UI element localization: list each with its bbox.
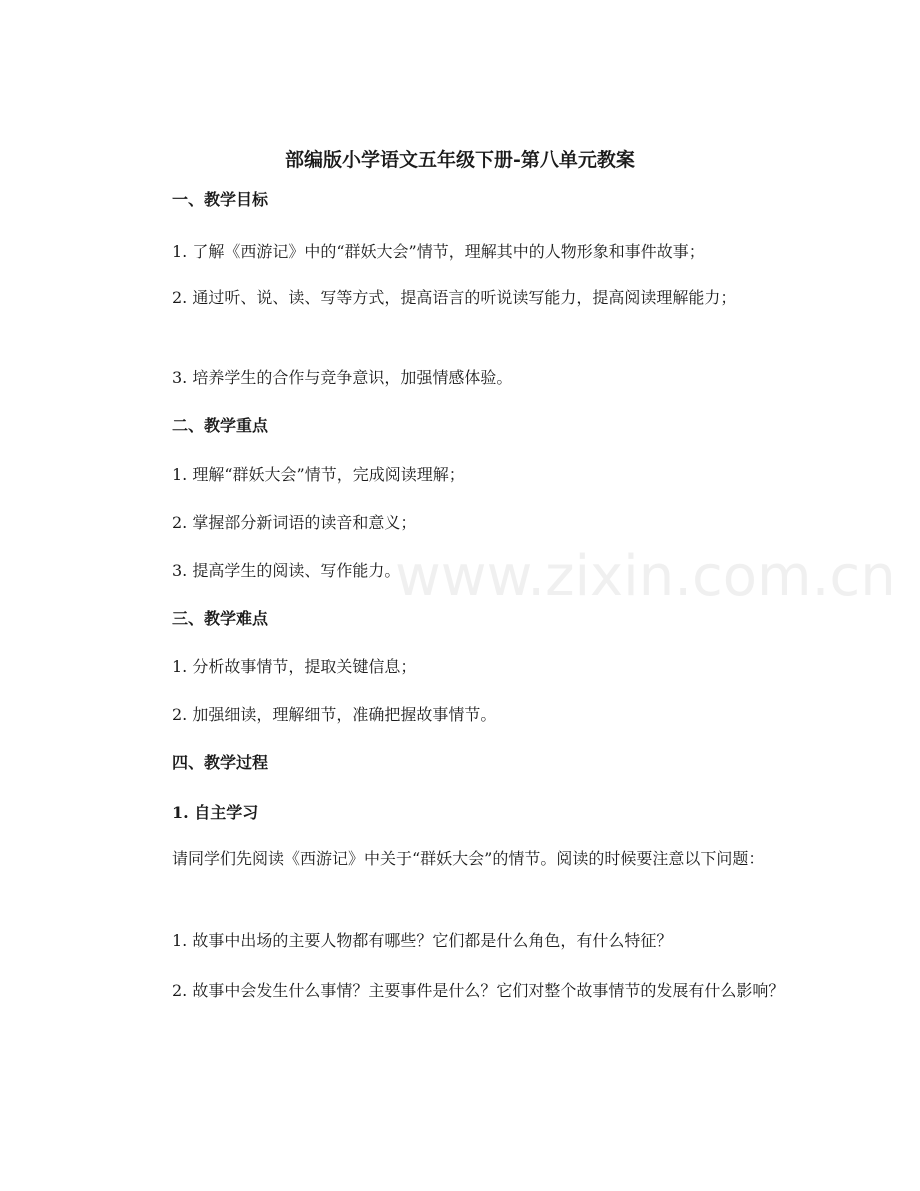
key-point-item-3: 3. 提高学生的阅读、写作能力。	[172, 561, 401, 580]
process-intro-paragraph: 请同学们先阅读《西游记》中关于“群妖大会”的情节。阅读的时候要注意以下问题：	[172, 849, 765, 868]
section-heading-key-points: 二、教学重点	[172, 416, 269, 435]
process-question-1: 1. 故事中出场的主要人物都有哪些？它们都是什么角色，有什么特征？	[172, 931, 673, 950]
section-heading-difficulties: 三、教学难点	[172, 609, 269, 628]
section-heading-process: 四、教学过程	[172, 753, 269, 772]
difficulty-item-1: 1. 分析故事情节，提取关键信息；	[172, 657, 417, 676]
goal-item-3: 3. 培养学生的合作与竞争意识，加强情感体验。	[172, 368, 513, 387]
difficulty-item-2: 2. 加强细读，理解细节，准确把握故事情节。	[172, 705, 497, 724]
goal-item-2: 2. 通过听、说、读、写等方式，提高语言的听说读写能力，提高阅读理解能力；	[172, 288, 737, 307]
watermark: www.zixin.com.cn	[395, 544, 896, 609]
subsection-heading-self-study: 1. 自主学习	[172, 803, 259, 822]
key-point-item-1: 1. 理解“群妖大会”情节，完成阅读理解；	[172, 465, 465, 484]
key-point-item-2: 2. 掌握部分新词语的读音和意义；	[172, 513, 417, 532]
goal-item-1: 1. 了解《西游记》中的“群妖大会”情节，理解其中的人物形象和事件故事；	[172, 242, 705, 261]
document-title: 部编版小学语文五年级下册-第八单元教案	[285, 149, 635, 171]
process-question-2: 2. 故事中会发生什么事情？主要事件是什么？它们对整个故事情节的发展有什么影响？	[172, 981, 785, 1000]
section-heading-goals: 一、教学目标	[172, 190, 269, 209]
